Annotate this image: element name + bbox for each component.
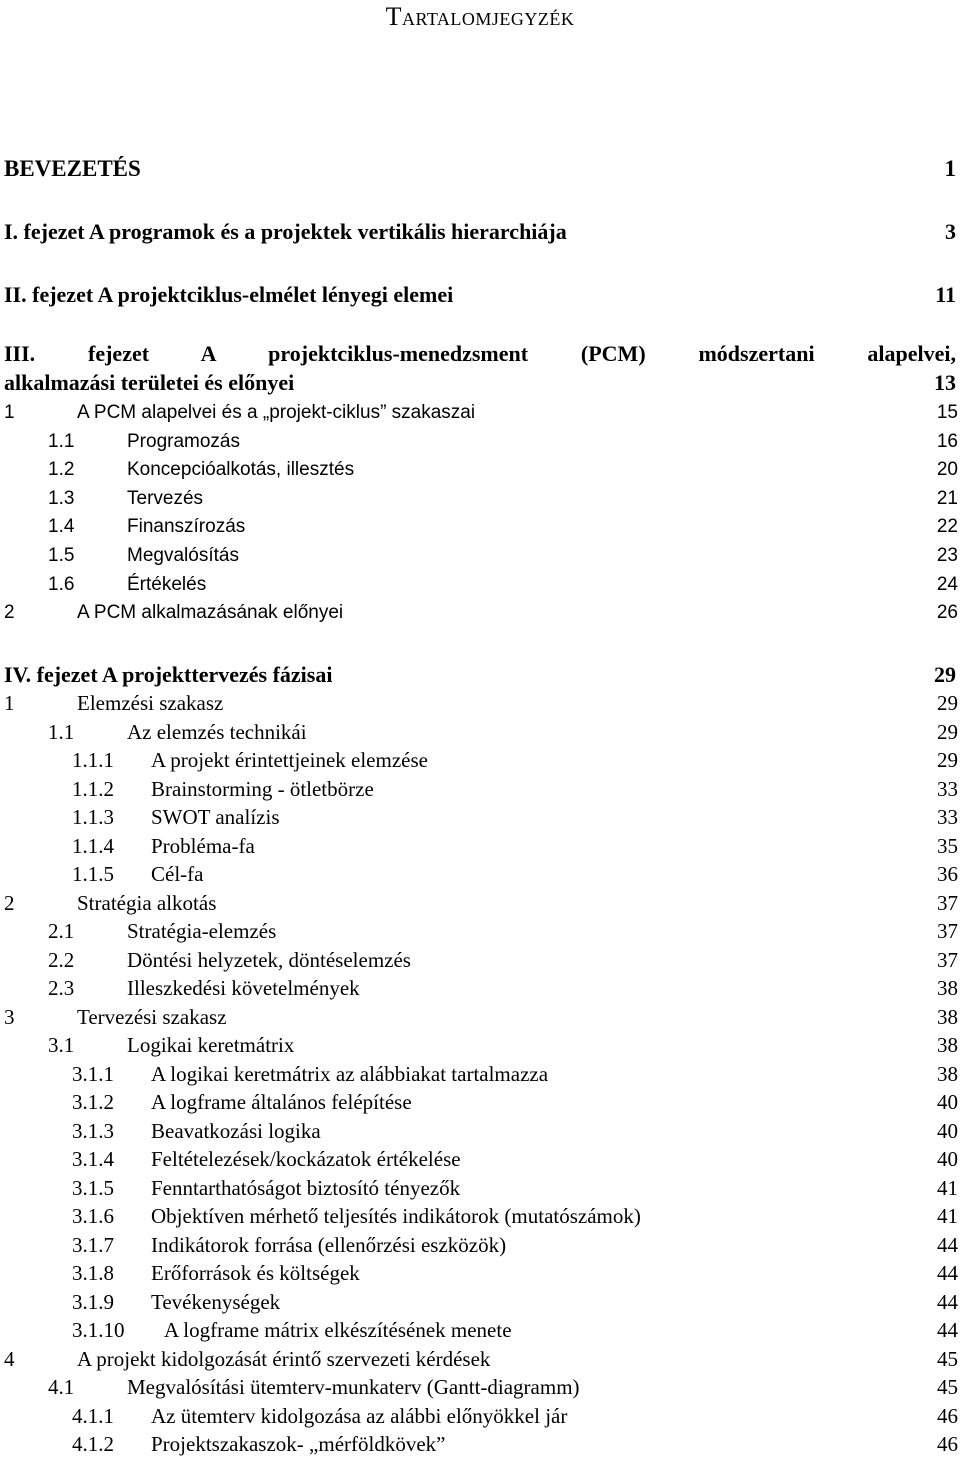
toc-entry-title: Programozás xyxy=(127,430,240,452)
toc-page-number: 44 xyxy=(937,1318,958,1342)
toc-entry[interactable] xyxy=(0,1174,960,1202)
toc-entry-number: 4.1.1 xyxy=(72,1403,114,1428)
toc-entry[interactable] xyxy=(0,1117,960,1145)
toc-entry-title: Fenntarthatóságot biztosító tényezők xyxy=(151,1175,461,1200)
toc-entry-title: Döntési helyzetek, döntéselemzés xyxy=(127,947,411,972)
toc-page-number: 40 xyxy=(937,1147,958,1171)
toc-entry-number: 1.4 xyxy=(48,516,75,538)
toc-entry-title: Erőforrások és költségek xyxy=(151,1261,360,1285)
toc-entry-number: 1.6 xyxy=(48,573,75,595)
toc-entry-number: 3.1.3 xyxy=(72,1118,114,1143)
toc-entry[interactable] xyxy=(0,860,960,888)
toc-entry-title: Tervezési szakasz xyxy=(77,1004,227,1029)
toc-entry[interactable] xyxy=(0,803,960,831)
toc-entry-number: 1.1 xyxy=(48,719,75,744)
toc-page-number: 41 xyxy=(937,1175,958,1200)
toc-entry[interactable] xyxy=(0,1259,960,1287)
toc-entry-title: Stratégia-elemzés xyxy=(127,919,277,943)
toc-entry-title: Probléma-fa xyxy=(151,833,255,858)
toc-entry-title: Értékelés xyxy=(127,573,207,595)
toc-page-number: 38 xyxy=(937,1061,958,1086)
toc-entry-title: SWOT analízis xyxy=(151,805,280,829)
toc-entry-number: 3.1.2 xyxy=(72,1090,114,1114)
toc-chapter-label: II. fejezet A projektciklus-elmélet lényegi elemei xyxy=(4,282,454,307)
toc-entry-number: 2.2 xyxy=(48,947,75,972)
toc-entry[interactable] xyxy=(0,1373,960,1401)
toc-page-number: 37 xyxy=(937,947,958,972)
toc-entry-title: Finanszírozás xyxy=(127,516,246,538)
toc-entry-title: A PCM alapelvei és a „projekt-ciklus” szakaszai xyxy=(77,402,476,423)
toc-entry[interactable] xyxy=(0,974,960,1002)
toc-page-number: 37 xyxy=(937,890,958,915)
toc-page-number: 45 xyxy=(937,1375,958,1399)
toc-chapter-3[interactable] xyxy=(0,367,960,399)
toc-page-number: 29 xyxy=(937,748,958,772)
toc-entry-title: Illeszkedési követelmények xyxy=(127,976,360,1000)
toc-entry-number: 1.2 xyxy=(48,459,75,481)
toc-page-number: 16 xyxy=(936,430,958,452)
toc-entry-title: Megvalósítás xyxy=(127,545,239,566)
toc-entry[interactable] xyxy=(0,946,960,974)
toc-page-number: 44 xyxy=(937,1289,958,1314)
toc-entry[interactable] xyxy=(0,1202,960,1230)
toc-page-number: 37 xyxy=(937,919,958,943)
toc-entry-title: Tervezés xyxy=(127,487,204,509)
toc-page-number: 38 xyxy=(937,1033,958,1057)
toc-entry-title: Logikai keretmátrix xyxy=(127,1033,295,1057)
toc-page-number: 15 xyxy=(936,402,958,423)
toc-entry[interactable] xyxy=(0,1430,960,1458)
toc-entry[interactable] xyxy=(0,599,960,627)
toc-entry-number: 2 xyxy=(4,890,15,915)
toc-entry-number: 3.1.7 xyxy=(72,1232,114,1257)
toc-entry-title: Cél-fa xyxy=(151,862,204,886)
toc-entry-number: 4.1.2 xyxy=(72,1432,114,1456)
toc-entry-number: 1.1.2 xyxy=(72,776,114,801)
toc-entry-title: Objektíven mérhető teljesítés indikátorok (mutatószámok) xyxy=(151,1204,641,1228)
toc-page-number: 46 xyxy=(937,1432,958,1456)
toc-entry[interactable] xyxy=(0,399,960,427)
toc-entry[interactable] xyxy=(0,1345,960,1373)
toc-page-number: 29 xyxy=(937,719,958,744)
toc-entry-title: Elemzési szakasz xyxy=(77,691,224,715)
toc-entry[interactable] xyxy=(0,1231,960,1259)
toc-chapter-4[interactable] xyxy=(0,659,960,691)
toc-entry-title: Az elemzés technikái xyxy=(127,719,307,744)
toc-entry[interactable] xyxy=(0,456,960,484)
toc-entry-number: 1.1 xyxy=(48,430,75,452)
toc-entry-number: 1.1.3 xyxy=(72,805,114,829)
toc-entry-number: 4 xyxy=(4,1346,15,1371)
toc-entry-title: A logikai keretmátrix az alábbiakat tartalmazza xyxy=(151,1061,549,1086)
toc-entry-number: 4.1 xyxy=(48,1375,75,1399)
toc-entry-number: 3.1.4 xyxy=(72,1147,114,1171)
toc-entry-number: 1 xyxy=(4,691,15,715)
toc-entry[interactable] xyxy=(0,571,960,599)
toc-entry-title: A projekt érintettjeinek elemzése xyxy=(151,748,428,772)
toc-entry[interactable] xyxy=(0,1316,960,1344)
toc-page-number: 35 xyxy=(937,833,958,858)
toc-entry-title: Tevékenységek xyxy=(151,1289,281,1314)
toc-entry-number: 1 xyxy=(4,402,15,423)
toc-entry[interactable] xyxy=(0,889,960,917)
toc-entry-title: Indikátorok forrása (ellenőrzési eszközök) xyxy=(151,1232,507,1257)
toc-entry[interactable] xyxy=(0,1288,960,1316)
toc-chapter-intro[interactable] xyxy=(0,153,960,185)
toc-page-number: 41 xyxy=(937,1204,958,1228)
toc-page-number: 38 xyxy=(937,1004,958,1029)
toc-entry-number: 2.3 xyxy=(48,976,75,1000)
toc-chapter-label: I. fejezet A programok és a projektek vertikális hierarchiája xyxy=(4,219,567,244)
toc-entry-title: Feltételezések/kockázatok értékelése xyxy=(151,1147,461,1171)
toc-entry-number: 1.1.1 xyxy=(72,748,114,772)
toc-entry[interactable] xyxy=(0,428,960,456)
toc-entry-number: 3.1.8 xyxy=(72,1261,114,1285)
toc-entry-title: Megvalósítási ütemterv-munkaterv (Gantt-diagramm) xyxy=(127,1375,580,1399)
toc-entry-number: 1.3 xyxy=(48,487,75,509)
toc-chapter-3-line1[interactable]: III. fejezet A projektciklus-menedzsment (PCM) módszertani alapelvei, xyxy=(4,341,956,366)
toc-entry-number: 1.5 xyxy=(48,545,75,566)
toc-page-number: 40 xyxy=(937,1090,958,1114)
page-title: Tartalomjegyzék xyxy=(385,2,575,31)
toc-page-number: 33 xyxy=(937,776,958,801)
toc-entry-number: 2.1 xyxy=(48,919,75,943)
toc-entry[interactable] xyxy=(0,1088,960,1116)
toc-entry-title: Az ütemterv kidolgozása az alábbi előnyökkel jár xyxy=(151,1403,568,1428)
toc-entry[interactable] xyxy=(0,689,960,717)
toc-page-number: 26 xyxy=(936,602,958,624)
toc-entry-number: 3.1.1 xyxy=(72,1061,114,1086)
toc-page-number: 38 xyxy=(937,976,958,1000)
toc-page-number: 29 xyxy=(937,691,958,715)
toc-entry[interactable] xyxy=(0,1003,960,1031)
toc-entry-title: A PCM alkalmazásának előnyei xyxy=(77,602,344,624)
toc-entry[interactable] xyxy=(0,1402,960,1430)
toc-entry-title: A logframe általános felépítése xyxy=(151,1090,412,1114)
toc-page-number: 1 xyxy=(944,156,956,181)
toc-entry[interactable] xyxy=(0,485,960,513)
toc-entry[interactable] xyxy=(0,775,960,803)
toc-page-number: 23 xyxy=(936,545,958,566)
toc-entry-title: Brainstorming - ötletbörze xyxy=(151,776,374,801)
toc-page-number: 22 xyxy=(936,516,958,538)
toc-page-number: 3 xyxy=(945,219,956,244)
toc-entry-title: Stratégia alkotás xyxy=(77,890,217,915)
toc-chapter-label: alkalmazási területei és előnyei xyxy=(4,370,295,395)
toc-entry-title: A projekt kidolgozását érintő szervezeti kérdések xyxy=(77,1346,491,1371)
toc-entry-title: Projektszakaszok- „mérföldkövek” xyxy=(151,1432,446,1456)
toc-page-number: 44 xyxy=(937,1232,958,1257)
toc-entry[interactable] xyxy=(0,746,960,774)
toc-entry[interactable] xyxy=(0,513,960,541)
toc-entry-number: 1.1.4 xyxy=(72,833,114,858)
toc-entry-number: 3.1.5 xyxy=(72,1175,114,1200)
toc-chapter-label: BEVEZETÉS xyxy=(4,156,141,181)
toc-page-number: 21 xyxy=(936,487,958,509)
toc-page-number: 36 xyxy=(937,862,958,886)
toc-entry-number: 3 xyxy=(4,1004,15,1029)
toc-chapter-2[interactable] xyxy=(0,279,960,311)
toc-page-number: 44 xyxy=(937,1261,958,1285)
toc-entry[interactable] xyxy=(0,917,960,945)
toc-entry[interactable] xyxy=(0,832,960,860)
toc-chapter-1[interactable] xyxy=(0,216,960,248)
toc-page-number: 11 xyxy=(935,282,956,307)
toc-page-number: 40 xyxy=(937,1118,958,1143)
toc-entry-number: 3.1.9 xyxy=(72,1289,114,1314)
toc-entry-number: 2 xyxy=(4,602,15,624)
toc-chapter-label: IV. fejezet A projekttervezés fázisai xyxy=(4,662,333,687)
toc-page-number: 20 xyxy=(936,459,958,481)
toc-entry-title: Koncepcióalkotás, illesztés xyxy=(127,459,355,481)
toc-entry[interactable] xyxy=(0,718,960,746)
toc-page-number: 13 xyxy=(934,370,956,395)
toc-page-number: 24 xyxy=(936,573,958,595)
toc-entry-number: 1.1.5 xyxy=(72,862,114,886)
toc-entry[interactable] xyxy=(0,1145,960,1173)
toc-entry-number: 3.1.10 xyxy=(72,1318,125,1342)
toc-page-number: 33 xyxy=(937,805,958,829)
toc-entry-number: 3.1 xyxy=(48,1033,75,1057)
toc-entry[interactable] xyxy=(0,542,960,570)
toc-entry-title: Beavatkozási logika xyxy=(151,1118,321,1143)
toc-entry[interactable] xyxy=(0,1031,960,1059)
toc-entry[interactable] xyxy=(0,1060,960,1088)
toc-page-number: 46 xyxy=(937,1403,958,1428)
toc-entry-title: A logframe mátrix elkészítésének menete xyxy=(164,1318,512,1342)
toc-page-number: 45 xyxy=(937,1346,958,1371)
toc-page-number: 29 xyxy=(934,662,956,687)
toc-entry-number: 3.1.6 xyxy=(72,1204,114,1228)
